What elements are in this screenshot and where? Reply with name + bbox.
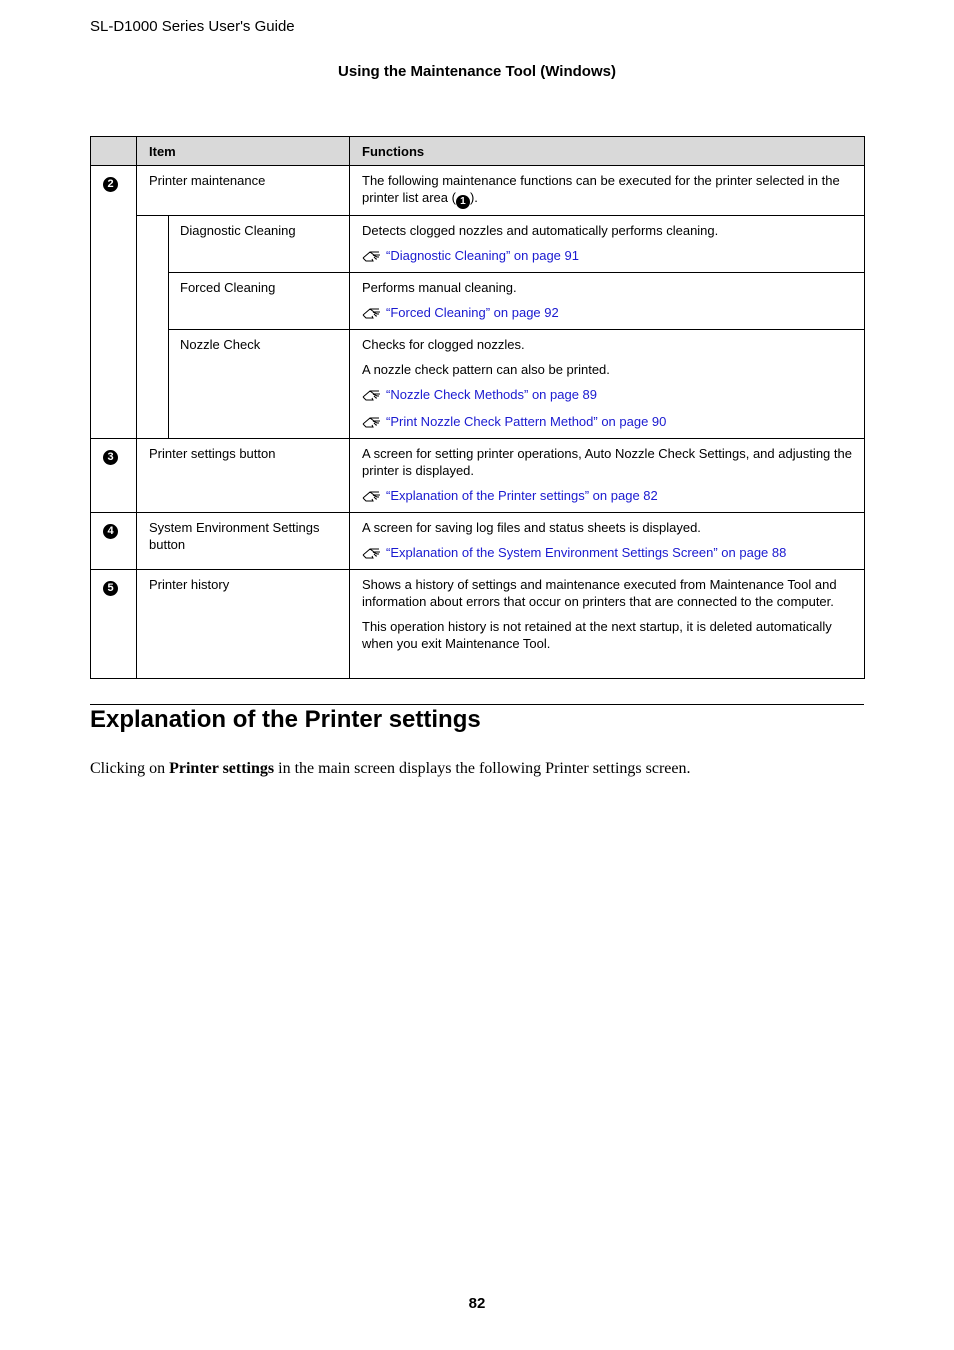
pointing-hand-icon	[362, 489, 382, 506]
table-row	[91, 166, 865, 216]
sub-item-cell: Nozzle Check	[169, 330, 350, 439]
body-paragraph: Clicking on Printer settings in the main screen displays the following Printer settings screen.	[90, 760, 691, 777]
cross-reference[interactable]	[362, 487, 852, 506]
circled-number-icon: 2	[103, 177, 118, 192]
page-link[interactable]: “Print Nozzle Check Pattern Method” on page 90	[386, 414, 667, 429]
header-cell-blank	[91, 137, 137, 166]
item-cell: Printer maintenance	[137, 166, 350, 216]
circled-number-icon: 1	[456, 195, 470, 209]
circled-number-icon: 4	[103, 524, 118, 539]
page-link[interactable]: “Forced Cleaning” on page 92	[386, 305, 559, 320]
cross-reference[interactable]	[362, 544, 852, 563]
item-cell: System Environment Settings button	[137, 513, 350, 570]
function-cell	[350, 273, 865, 330]
pointing-hand-icon	[362, 415, 382, 432]
document-title: SL-D1000 Series User's Guide	[90, 18, 295, 35]
pointing-hand-icon	[362, 388, 382, 405]
sub-item-cell: Diagnostic Cleaning	[169, 216, 350, 273]
page-link[interactable]: “Nozzle Check Methods” on page 89	[386, 387, 598, 402]
function-cell	[350, 216, 865, 273]
table-row	[91, 273, 865, 330]
page-number: 82	[468, 1295, 486, 1312]
functions-table	[90, 136, 865, 679]
function-text: A screen for saving log files and status sheets is displayed.	[362, 520, 701, 535]
pointing-hand-icon	[362, 546, 382, 563]
cross-reference[interactable]	[362, 413, 852, 432]
table-row	[91, 216, 865, 273]
table-row	[91, 570, 865, 679]
page-link[interactable]: “Explanation of the System Environment Settings Screen” on page 88	[386, 545, 787, 560]
ui-term: Printer settings	[169, 760, 275, 777]
pointing-hand-icon	[362, 249, 382, 266]
table-header-row	[91, 137, 865, 166]
sub-item-cell: Forced Cleaning	[169, 273, 350, 330]
function-text: Shows a history of settings and maintenance executed from Maintenance Tool and information about errors that occur on printers that are connected to the computer.	[362, 577, 837, 609]
function-cell	[350, 439, 865, 513]
function-text: A nozzle check pattern can also be printed.	[362, 362, 610, 377]
page-link[interactable]: “Explanation of the Printer settings” on page 82	[386, 488, 658, 503]
function-cell: The following maintenance functions can be executed for the printer selected in the printer list area ( 1 ).	[350, 166, 865, 216]
row-number-cell	[91, 439, 137, 513]
function-text: This operation history is not retained at the next startup, it is deleted automatically when you exit Maintenance Tool.	[362, 619, 832, 651]
table-row	[91, 439, 865, 513]
function-cell	[350, 570, 865, 679]
heading-rule	[90, 704, 864, 705]
row-number-cell	[91, 166, 137, 439]
function-text: Checks for clogged nozzles.	[362, 337, 525, 352]
cross-reference[interactable]	[362, 386, 852, 405]
section-heading: Explanation of the Printer settings	[90, 706, 481, 733]
item-cell: Printer settings button	[137, 439, 350, 513]
circled-number-icon: 3	[103, 450, 118, 465]
function-cell	[350, 330, 865, 439]
table-row	[91, 513, 865, 570]
item-cell: Printer history	[137, 570, 350, 679]
function-text: Detects clogged nozzles and automatically performs cleaning.	[362, 223, 719, 238]
header-cell-functions: Functions	[350, 137, 865, 166]
running-section-title: Using the Maintenance Tool (Windows)	[338, 63, 616, 80]
indent-cell	[137, 216, 169, 439]
page-link[interactable]: “Diagnostic Cleaning” on page 91	[386, 248, 579, 263]
table-row	[91, 330, 865, 439]
row-number-cell	[91, 513, 137, 570]
function-text: A screen for setting printer operations, Auto Nozzle Check Settings, and adjusting the printer is displayed.	[362, 446, 852, 478]
circled-number-icon: 5	[103, 581, 118, 596]
function-text: Performs manual cleaning.	[362, 280, 517, 295]
row-number-cell	[91, 570, 137, 679]
header-cell-item: Item	[137, 137, 350, 166]
pointing-hand-icon	[362, 306, 382, 323]
function-cell	[350, 513, 865, 570]
cross-reference[interactable]	[362, 304, 852, 323]
cross-reference[interactable]	[362, 247, 852, 266]
